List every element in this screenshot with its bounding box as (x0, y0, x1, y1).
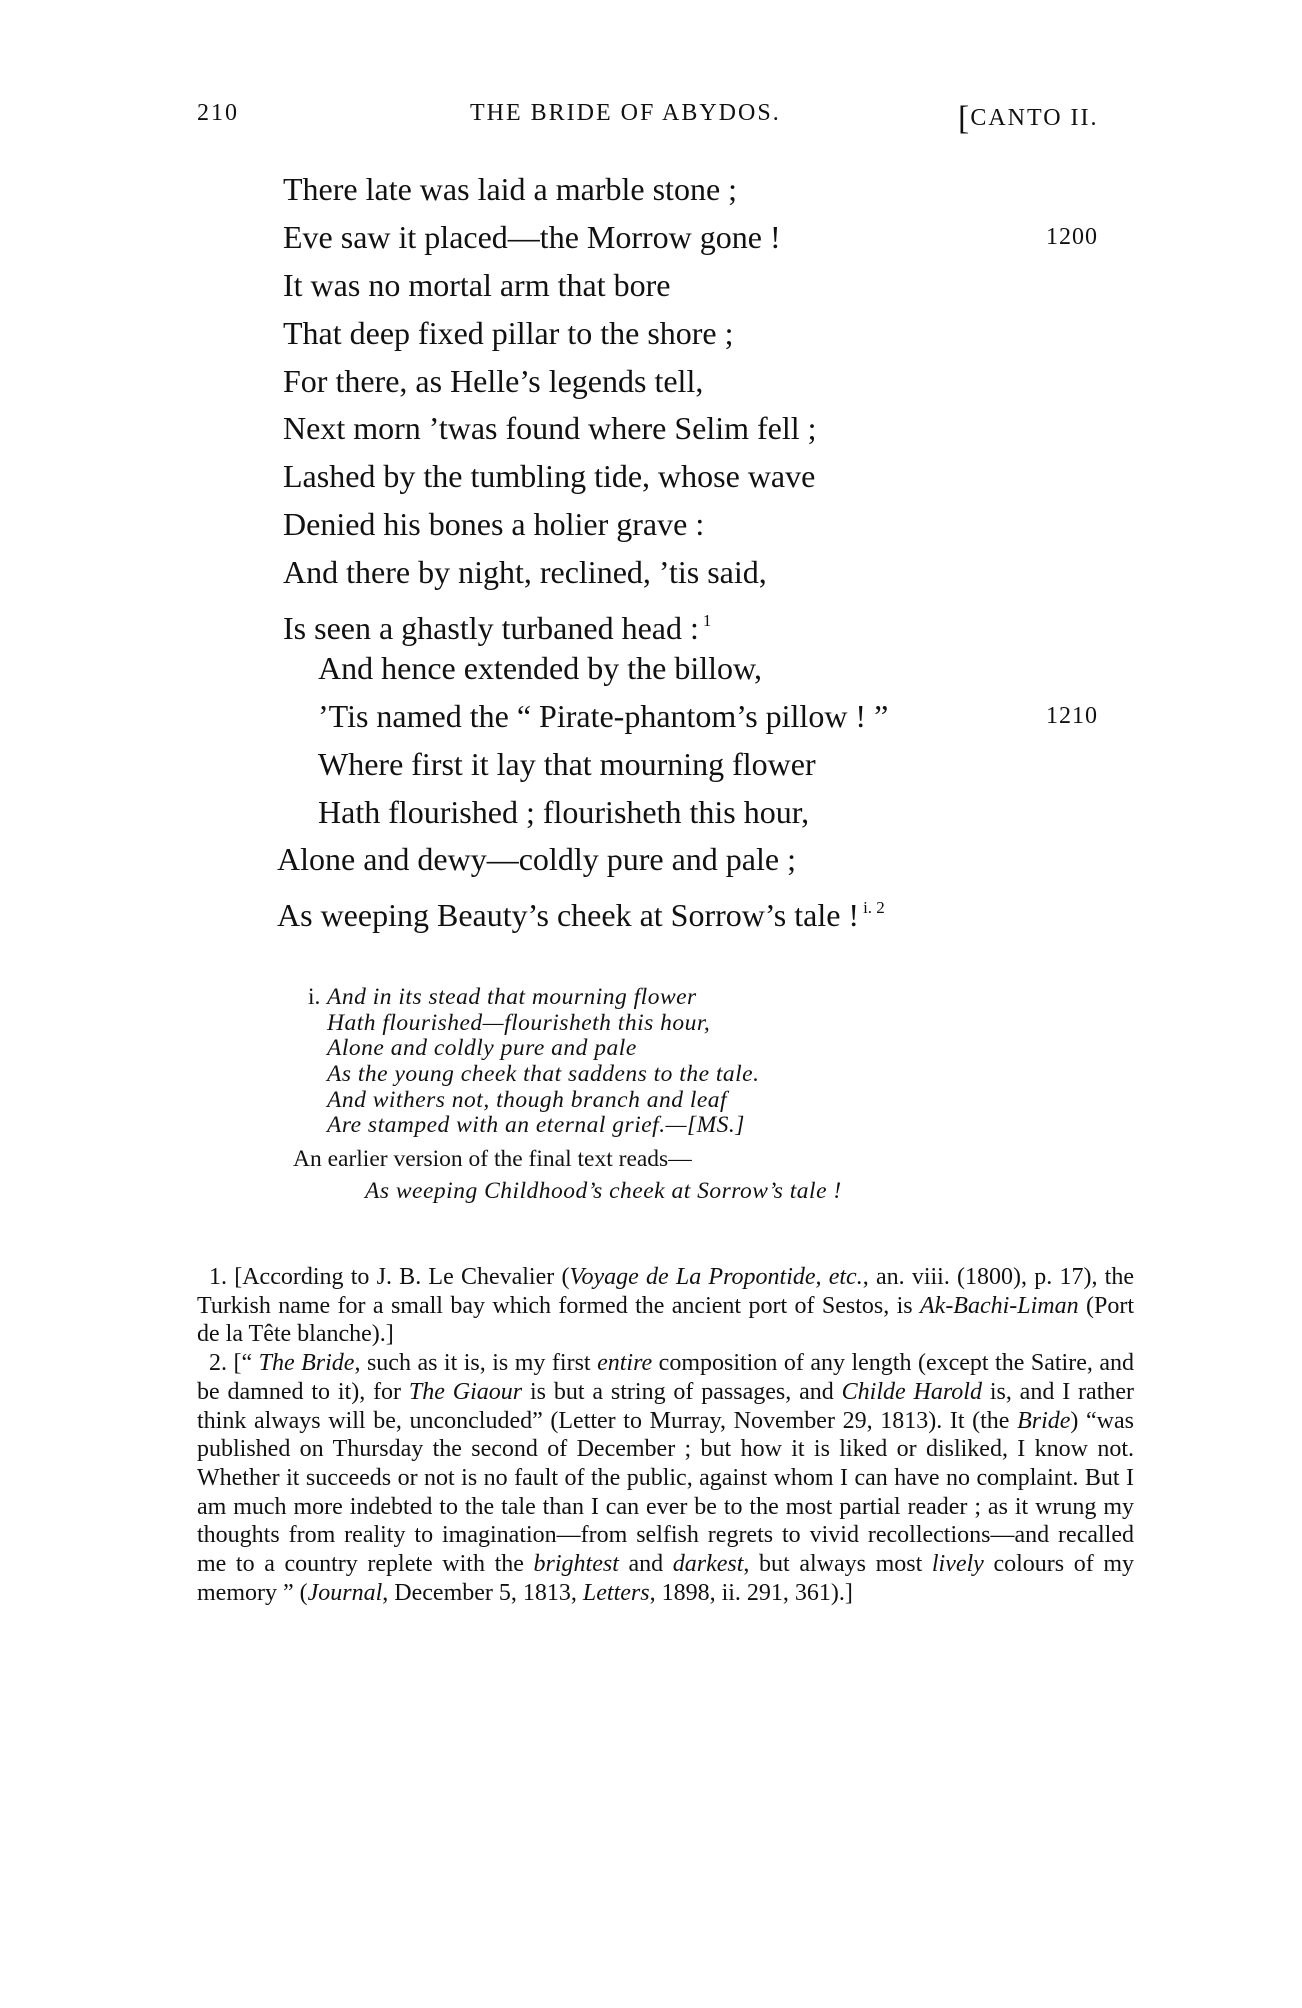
poem-line (0, 358, 1302, 406)
canto-text: CANTO II. (970, 105, 1099, 131)
running-header (0, 100, 1302, 137)
poem-line (0, 501, 1302, 549)
fn-text: , but always most (743, 1551, 932, 1578)
fn-text: 2. [“ (209, 1350, 259, 1377)
fn-text: , an. viii. (1800), p. 17), the Turkish name for a small bay which formed the ancient port of Sestos, is (197, 1264, 1135, 1319)
poem-line-text: Where first it lay that mourning flower (318, 745, 816, 782)
poem-line-text: Denied his bones a holier grave : (283, 506, 705, 543)
variant-marker: i. (308, 984, 321, 1010)
fn-italic: Journal (307, 1579, 383, 1606)
fn-text: , December 5, 1813, (382, 1579, 583, 1606)
fn-italic: entire (597, 1350, 653, 1377)
variant-line (0, 1062, 1302, 1088)
poem-line-text: That deep fixed pillar to the shore ; (283, 314, 734, 351)
poem-line-text: Next morn ’twas found where Selim fell ; (283, 410, 817, 447)
poem-line (0, 262, 1302, 310)
poem-line (0, 405, 1302, 453)
footnotes (197, 1263, 1134, 1607)
poem-line-text: There late was laid a marble stone ; (283, 171, 738, 207)
fn-italic: lively (931, 1551, 984, 1578)
variant-text: As the young cheek that saddens to the tale. (327, 1061, 760, 1088)
poem-line-text: Hath flourished ; flourisheth this hour, (318, 793, 810, 830)
variant-line (0, 1113, 1302, 1139)
fn-text: (Port de la Tête blanche).] (197, 1292, 1135, 1348)
footnote-1 (197, 1263, 1134, 1349)
poem-line-text: For there, as Helle’s legends tell, (283, 362, 704, 399)
canto-bracket: [ (958, 100, 970, 137)
poem-line-text: Eve saw it placed—the Morrow gone ! (283, 218, 781, 255)
poem-line (0, 549, 1302, 597)
variant-text: Are stamped with an eternal grief.—[MS.] (327, 1112, 745, 1139)
poem-line (0, 453, 1302, 501)
footnote-2 (197, 1349, 1134, 1607)
fn-italic: Voyage de La Propontide, etc. (569, 1264, 863, 1290)
poem-line-text (277, 884, 885, 940)
poem-line (0, 214, 1302, 262)
fn-italic: darkest (672, 1551, 744, 1578)
poem-line (0, 789, 1302, 837)
footnote-ref: i. 2 (863, 898, 885, 918)
fn-text: composition of any length (except the Satire, and be damned to it), for (197, 1350, 1135, 1405)
variant-text: Hath flourished—flourisheth this hour, (327, 1009, 711, 1036)
fn-text: , such as it is, is my first (354, 1350, 598, 1377)
poem-line-text: It was no mortal arm that bore (283, 266, 671, 303)
fn-italic: Childe Harold (841, 1378, 982, 1405)
earlier-version-intro (0, 1143, 1302, 1175)
poem-line-text: And hence extended by the billow, (318, 649, 763, 686)
variant-line (0, 1036, 1302, 1062)
line-number: 1210 (1046, 702, 1098, 729)
earlier-version-intro-text: An earlier version of the final text reads— (293, 1146, 692, 1173)
fn-italic: Bride (1017, 1407, 1071, 1434)
poem-line (0, 836, 1302, 884)
running-title: THE BRIDE OF ABYDOS. (470, 100, 781, 126)
variant-line (0, 1088, 1302, 1114)
fn-text: ) “was published on Thursday the second of December ; but how it is liked or disliked, I know not. Whether it succeeds or not is no fault of the public, against whom I can have no complaint. But I am much more indebted to the tale than I can ever be to the most partial reader ; as it wrung my thoughts from reality to imagination—from selfish regrets to vivid recollections—and recalled me to a country replete with the (197, 1407, 1134, 1578)
poem-line (0, 597, 1302, 645)
poem-line (0, 884, 1302, 932)
variant-text: And in its stead that mourning flower (327, 984, 697, 1010)
canto-label (958, 100, 1099, 138)
page-number: 210 (197, 100, 239, 126)
poem-line-words: Is seen a ghastly turbaned head : (283, 610, 699, 647)
poem-line (0, 645, 1302, 693)
fn-italic: brightest (533, 1551, 619, 1578)
poem-line (0, 166, 1302, 214)
variant-text: And withers not, though branch and leaf (327, 1086, 728, 1113)
fn-text: , 1898, ii. 291, 361).] (649, 1579, 853, 1606)
fn-text: and (618, 1551, 673, 1578)
fn-text: 1. [According to J. B. Le Chevalier ( (209, 1264, 570, 1290)
poem-line (0, 310, 1302, 358)
footnote-ref: 1 (702, 611, 712, 631)
poem-line-text: Lashed by the tumbling tide, whose wave (283, 458, 816, 495)
poem-line (0, 693, 1302, 741)
earlier-version-text: As weeping Childhood’s cheek at Sorrow’s tale ! (365, 1178, 842, 1205)
variant-line (0, 1011, 1302, 1037)
variant-text: Alone and coldly pure and pale (327, 1035, 637, 1062)
earlier-version-line (0, 1175, 1302, 1207)
fn-italic: Letters (582, 1579, 650, 1606)
poem-line (0, 741, 1302, 789)
poem-body (0, 166, 1302, 932)
fn-italic: The Bride (258, 1350, 355, 1377)
fn-text: colours of my memory ” ( (197, 1551, 1134, 1606)
variant-line (0, 985, 1302, 1011)
poem-line-text: Alone and dewy—coldly pure and pale ; (277, 841, 796, 878)
variant-readings (0, 985, 1302, 1207)
fn-italic: The Giaour (408, 1378, 523, 1405)
fn-text: is, and I rather think always will be, unconcluded” (Letter to Murray, November 29, 1813). It (the (197, 1378, 1135, 1434)
poem-line-words: As weeping Beauty’s cheek at Sorrow’s tale ! (277, 897, 860, 934)
fn-italic: Ak-Bachi-Liman (920, 1292, 1079, 1319)
line-number: 1200 (1046, 223, 1098, 250)
poem-line-text: ’Tis named the “ Pirate-phantom’s pillow ! ” (318, 697, 889, 734)
poem-line-text: And there by night, reclined, ’tis said, (283, 554, 767, 591)
fn-text: is but a string of passages, and (522, 1378, 842, 1405)
